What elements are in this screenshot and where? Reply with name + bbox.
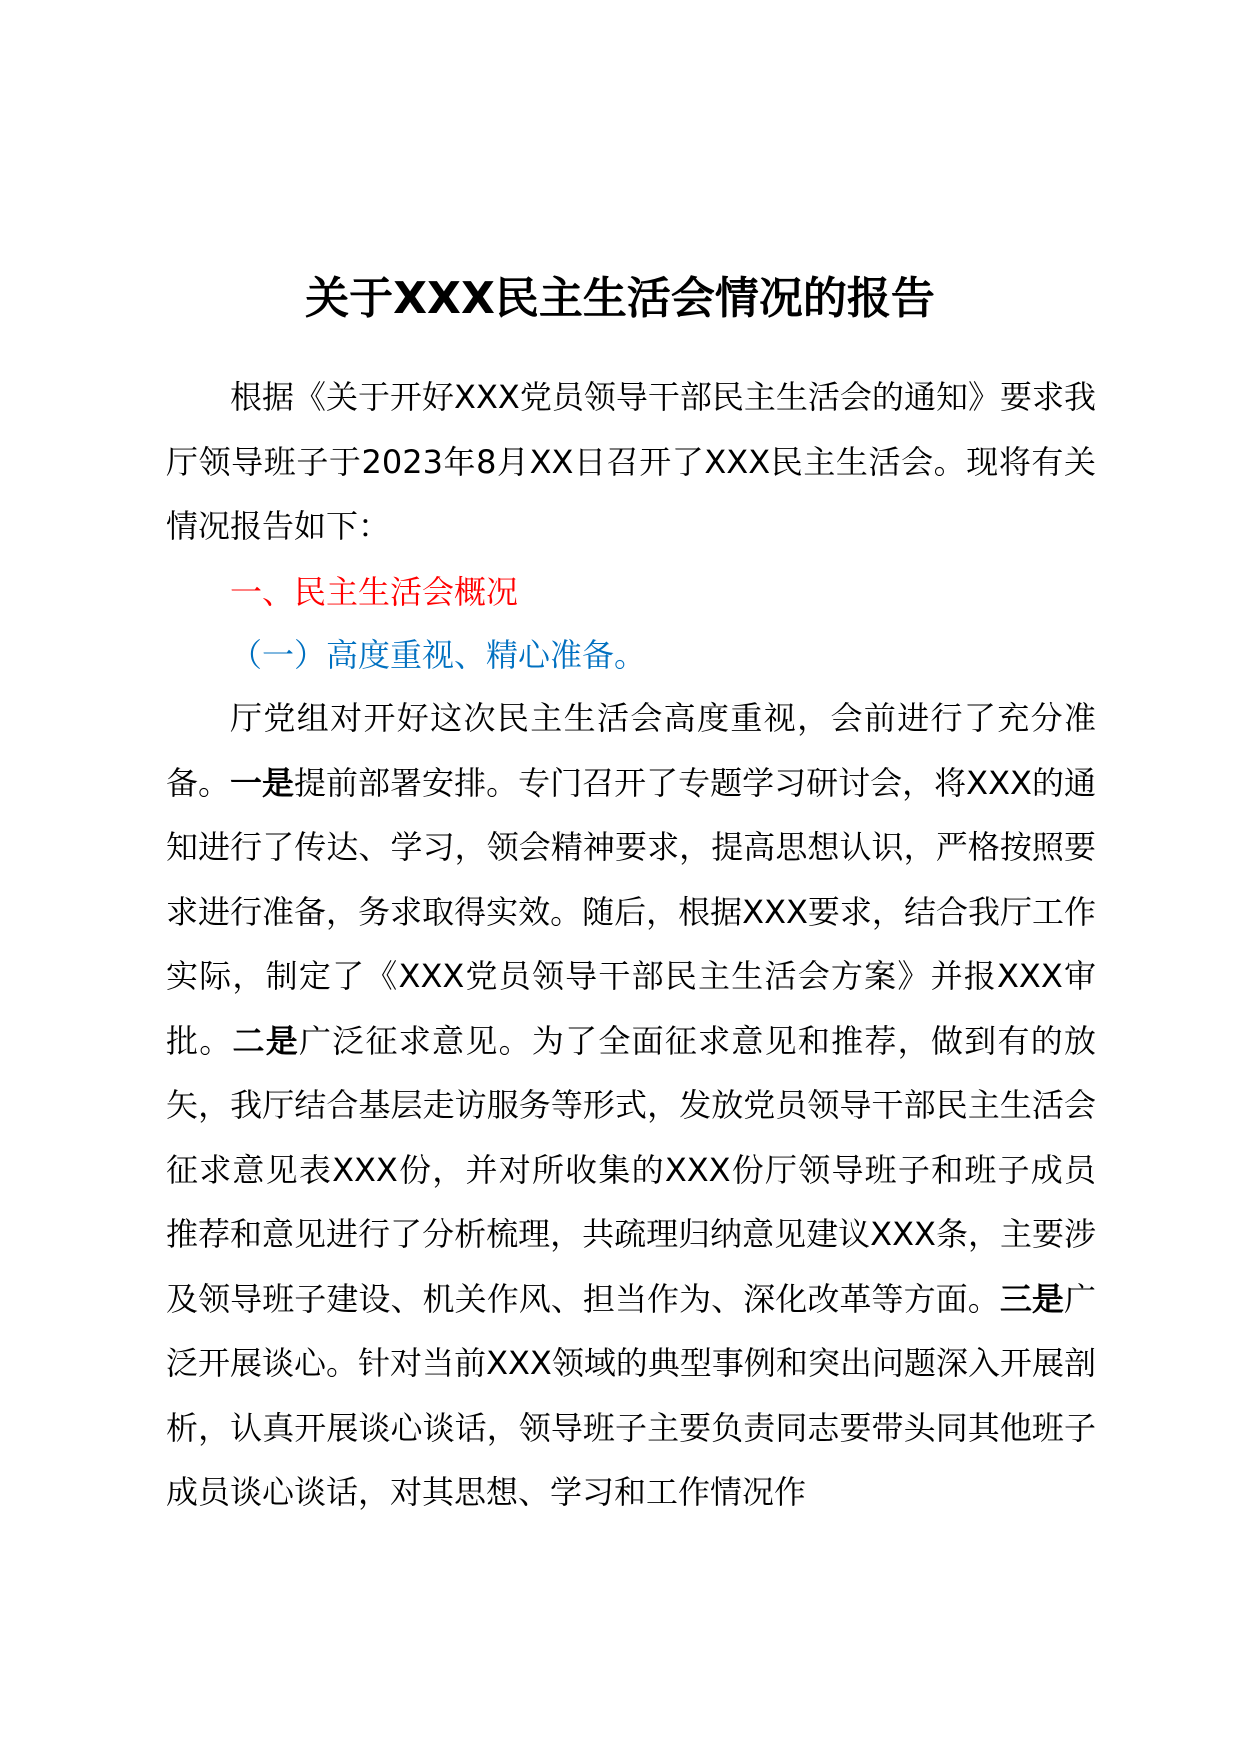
emphasis-first: 一是 [230,763,295,802]
main-paragraph-text-3: 广泛征求意见。为了全面征求意见和推荐，做到有的放矢，我厅结合基层走访服务等形式，发放党员领导干部民主生活会征求意见表XXX份，并对所收集的XXX份厅领导班子和班子成员推荐和意见进行了分析梳理，共疏理归纳意见建议XXX条，主要涉及领导班子建设、机关作风、担当作为、深化改革等方面。 [166,1021,1096,1318]
emphasis-third: 三是 [999,1279,1064,1318]
intro-paragraph: 根据《关于开好XXX党员领导干部民主生活会的通知》要求我厅领导班子于2023年8月XX日召开了XXX民主生活会。现将有关情况报告如下： [166,378,1096,545]
emphasis-second: 二是 [232,1021,300,1060]
main-paragraph-text-2: 提前部署安排。专门召开了专题学习研讨会，将XXX的通知进行了传达、学习，领会精神要求，提高思想认识，严格按照要求进行准备，务求取得实效。随后，根据XXX要求，结合我厅工作实际，制定了《XXX党员领导干部民主生活会方案》并报XXX审批。 [166,763,1096,1060]
document-title: 关于XXX民主生活会情况的报告 [305,273,935,324]
section-heading-1: 一、民主生活会概况 [230,573,519,611]
main-paragraph [166,686,1096,1525]
subsection-heading-1: （一）高度重视、精心准备。 [230,636,647,674]
main-paragraph-text-1: 厅党组对开好这次民主生活会高度重视，会前进行了充分准备。 [166,699,1096,802]
main-paragraph-text-4: 广泛开展谈心。针对当前XXX领域的典型事例和突出问题深入开展剖析，认真开展谈心谈话，领导班子主要负责同志要带头同其他班子成员谈心谈话，对其思想、学习和工作情况作 [166,1279,1096,1511]
